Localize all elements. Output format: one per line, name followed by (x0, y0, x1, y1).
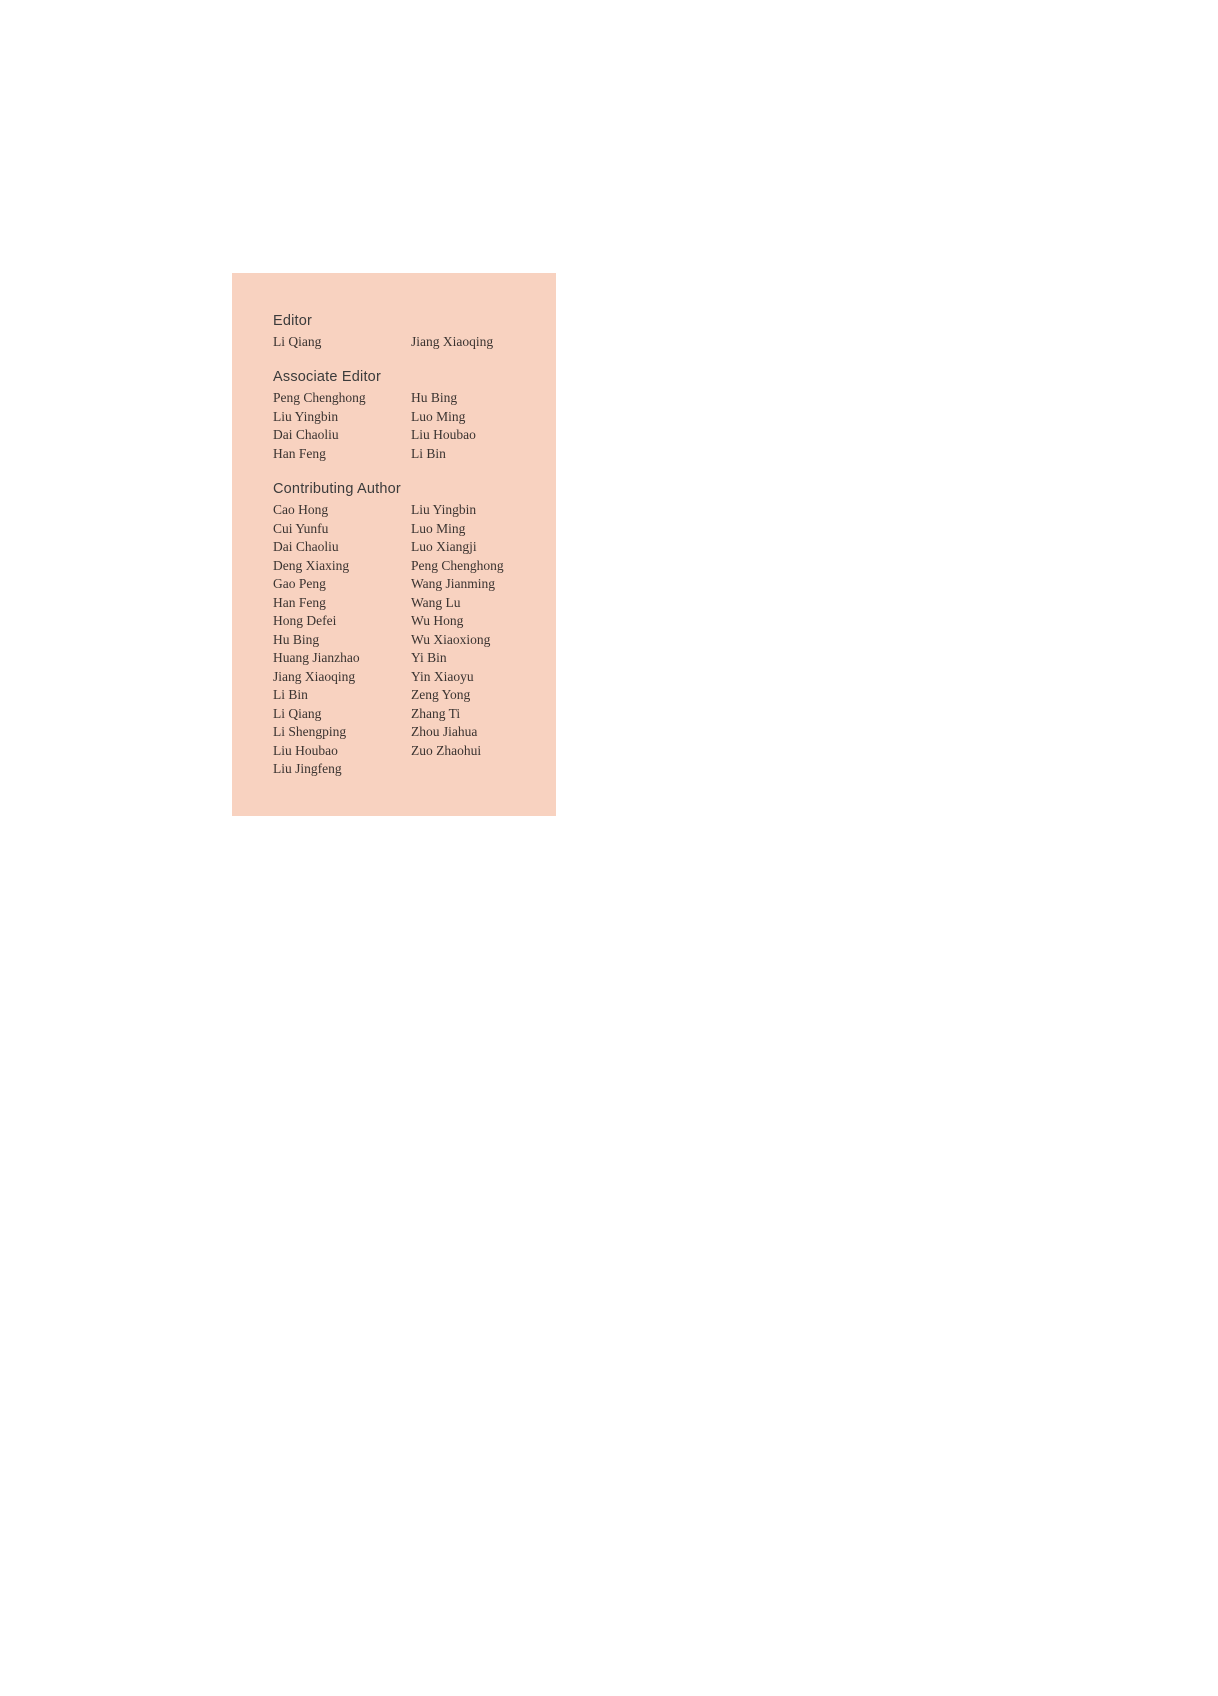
associate-editor-name-list (273, 389, 476, 463)
list-item: Liu Houbao (411, 427, 476, 442)
list-item: Gao Peng (273, 576, 326, 591)
list-item: Li Bin (411, 445, 446, 461)
list-item: Yin Xiaoyu (411, 668, 474, 684)
list-item: Luo Xiangji (411, 539, 477, 554)
list-item: Wu Xiaoxiong (411, 631, 491, 647)
list-item: Liu Yingbin (411, 502, 477, 517)
list-item: Luo Ming (411, 520, 466, 536)
list-item: Peng Chenghong (273, 390, 366, 405)
list-item: Jiang Xiaoqing (411, 334, 494, 349)
list-item: Luo Ming (411, 408, 466, 424)
list-item: Wang Lu (411, 594, 461, 610)
list-item: Dai Chaoliu (273, 427, 339, 442)
contributors-panel (232, 273, 556, 816)
list-item: Li Qiang (273, 705, 322, 721)
section-associate-editor (273, 369, 476, 463)
list-item: Liu Houbao (273, 742, 338, 758)
section-title-editor: Editor (273, 313, 313, 329)
editor-name-list (273, 333, 493, 352)
list-item: Peng Chenghong (411, 557, 504, 573)
contributing-author-name-list (273, 501, 504, 779)
list-item: Wu Hong (411, 613, 464, 628)
list-item: Liu Jingfeng (273, 761, 342, 776)
list-item: Li Qiang (273, 334, 322, 349)
list-item: Yi Bin (411, 650, 447, 665)
list-item: Zhou Jiahua (411, 724, 478, 739)
list-item: Li Shengping (273, 724, 347, 739)
list-item: Hu Bing (273, 631, 320, 647)
list-item: Cui Yunfu (273, 520, 329, 536)
list-item: Hu Bing (411, 390, 458, 405)
list-item: Dai Chaoliu (273, 539, 339, 554)
list-item: Zhang Ti (411, 705, 461, 721)
list-item: Zeng Yong (411, 687, 471, 702)
list-item: Deng Xiaxing (273, 557, 350, 573)
list-item: Han Feng (273, 594, 326, 610)
list-item: Huang Jianzhao (273, 650, 360, 665)
list-item: Liu Yingbin (273, 408, 339, 424)
list-item: Jiang Xiaoqing (273, 668, 356, 684)
list-item: Wang Jianming (411, 576, 496, 591)
list-item: Han Feng (273, 445, 326, 461)
section-title-associate-editor: Associate Editor (273, 369, 381, 385)
section-editor (273, 313, 493, 352)
list-item: Cao Hong (273, 502, 329, 517)
list-item: Hong Defei (273, 613, 337, 628)
list-item: Li Bin (273, 687, 308, 702)
section-title-contributing-author: Contributing Author (273, 481, 401, 497)
section-contributing-author (273, 481, 504, 779)
list-item: Zuo Zhaohui (411, 742, 482, 758)
